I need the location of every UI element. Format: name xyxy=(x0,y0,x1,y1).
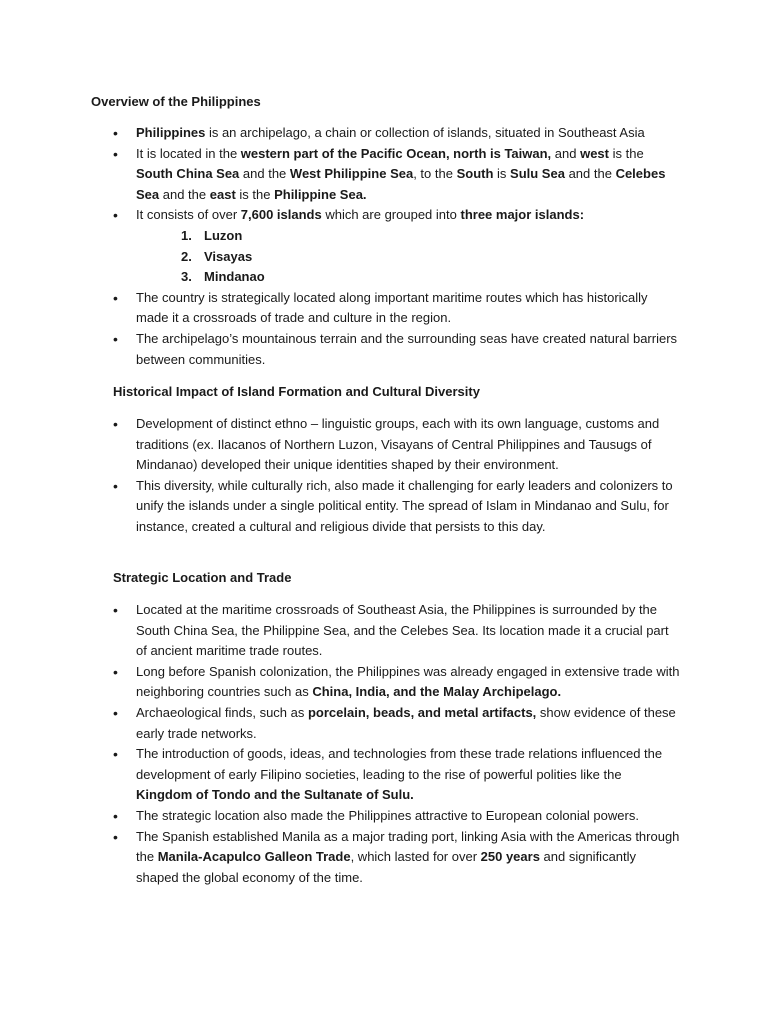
strategic-location-bullet-list xyxy=(0,600,681,888)
text-run: It consists of over xyxy=(136,207,241,223)
text-run: is xyxy=(493,166,511,182)
item-number: 1. xyxy=(181,227,192,243)
bold-text-run: three major islands: xyxy=(460,207,585,223)
text-run: Located at the maritime crossroads of Southeast Asia, the Philippines is surrounded by the South China Sea, the Philippine Sea, and the Celebes Sea. Its location made it a crucial part of ancient maritime trade routes. xyxy=(136,602,669,659)
bullet-text xyxy=(136,476,681,538)
bullet-item xyxy=(0,288,681,329)
text-run: and the xyxy=(159,186,210,202)
text-run: The archipelago’s mountainous terrain and the surrounding seas have created natural barriers between communities. xyxy=(136,330,678,367)
bullet-item xyxy=(0,827,681,889)
bullet-item xyxy=(0,600,681,662)
bullet-text xyxy=(136,600,681,662)
historical-impact-bullet-list xyxy=(0,414,681,538)
text-run: This diversity, while culturally rich, also made it challenging for early leaders and colonizers to unify the islands under a single political entity. The spread of Islam in Mindanao and Sulu, for instance, created a cultural and religious divide that persists to this day. xyxy=(136,477,673,534)
text-run: and xyxy=(551,145,581,161)
numbered-item xyxy=(136,267,681,288)
bold-text-run: South xyxy=(456,166,494,182)
section-heading-historical-impact: Historical Impact of Island Formation and Cultural Diversity xyxy=(113,384,480,399)
bold-text-run: porcelain, beads, and metal artifacts, xyxy=(307,704,537,720)
bold-text-run: west xyxy=(580,145,609,161)
text-run: The strategic location also made the Philippines attractive to European colonial powers. xyxy=(136,807,639,823)
section-heading-overview: Overview of the Philippines xyxy=(91,94,261,109)
text-run: and the xyxy=(564,166,616,182)
bullet-item xyxy=(0,123,681,144)
text-run: is the xyxy=(609,145,644,161)
bullet-item xyxy=(0,744,681,806)
bullet-text xyxy=(136,123,681,144)
text-run: which are grouped into xyxy=(321,207,461,223)
bold-text-run: Sulu Sea xyxy=(510,166,565,182)
text-run: The introduction of goods, ideas, and technologies from these trade relations influenced the development of early Filipino societies, leading to the rise of powerful polities like the xyxy=(136,746,663,782)
text-run: Long before Spanish colonization, the Philippines was already engaged in extensive trade with neighboring countries such as xyxy=(136,663,680,700)
bullet-item xyxy=(0,476,681,538)
bold-text-run: east xyxy=(209,186,236,202)
bold-text-run: West Philippine Sea xyxy=(289,166,414,182)
bold-text-run: Philippine Sea. xyxy=(274,186,367,202)
bullet-text xyxy=(136,744,681,806)
bullet-text xyxy=(136,329,681,370)
bullet-text xyxy=(136,144,681,206)
item-number: 3. xyxy=(181,269,192,285)
bold-text-run: 7,600 islands xyxy=(240,207,322,223)
bold-text-run: Celebes Sea xyxy=(136,166,666,202)
bullet-text xyxy=(136,288,681,329)
text-run: Archaeological finds, such as xyxy=(136,704,308,720)
text-run: It is located in the xyxy=(136,145,241,161)
item-label: Luzon xyxy=(204,227,243,243)
bullet-item xyxy=(0,205,681,287)
text-run: Development of distinct ethno – linguistic groups, each with its own language, customs and traditions (ex. Ilacanos of Northern Luzon, Visayans of Central Philippines and Tausugs of Mindanao) developed their unique identities shaped by their environment. xyxy=(136,416,660,473)
bullet-text xyxy=(136,827,681,889)
overview-bullet-list xyxy=(0,123,681,370)
major-islands-list xyxy=(136,226,681,288)
section-heading-strategic-location: Strategic Location and Trade xyxy=(113,570,292,585)
bullet-item xyxy=(0,703,681,744)
text-run: show evidence of these early trade networks. xyxy=(136,704,676,741)
bullet-text xyxy=(136,662,681,703)
bullet-text xyxy=(136,806,681,827)
text-run: is the xyxy=(235,186,275,202)
bold-text-run: South China Sea xyxy=(136,166,240,182)
text-run: The country is strategically located along important maritime routes which has historically made it a crossroads of trade and culture in the region. xyxy=(136,289,648,326)
bold-text-run: Kingdom of Tondo and the Sultanate of Sulu. xyxy=(136,787,414,803)
bold-text-run: Manila-Acapulco Galleon Trade xyxy=(157,849,351,865)
bullet-text xyxy=(136,205,681,226)
bullet-item xyxy=(0,806,681,827)
bold-text-run: China, India, and the Malay Archipelago. xyxy=(312,684,562,700)
bold-text-run: 250 years xyxy=(480,849,540,865)
text-run: and the xyxy=(239,166,290,182)
text-run: , to the xyxy=(413,166,457,182)
bold-text-run: western part of the Pacific Ocean, north is Taiwan, xyxy=(240,145,552,161)
bullet-item xyxy=(0,144,681,206)
item-label: Visayas xyxy=(204,248,253,264)
numbered-item xyxy=(136,226,681,247)
bullet-text xyxy=(136,703,681,744)
bullet-item xyxy=(0,414,681,476)
text-run: , which lasted for over xyxy=(350,849,481,865)
text-run: and significantly shaped the global economy of the time. xyxy=(136,849,637,885)
bullet-item xyxy=(0,329,681,370)
bullet-item xyxy=(0,662,681,703)
text-run: is an archipelago, a chain or collection of islands, situated in Southeast Asia xyxy=(205,125,645,140)
bullet-text xyxy=(136,414,681,476)
bold-text-run: Philippines xyxy=(136,125,206,140)
text-run: The Spanish established Manila as a major trading port, linking Asia with the Americas through the xyxy=(136,828,680,865)
item-label: Mindanao xyxy=(204,269,265,285)
item-number: 2. xyxy=(181,248,192,264)
numbered-item xyxy=(136,247,681,268)
